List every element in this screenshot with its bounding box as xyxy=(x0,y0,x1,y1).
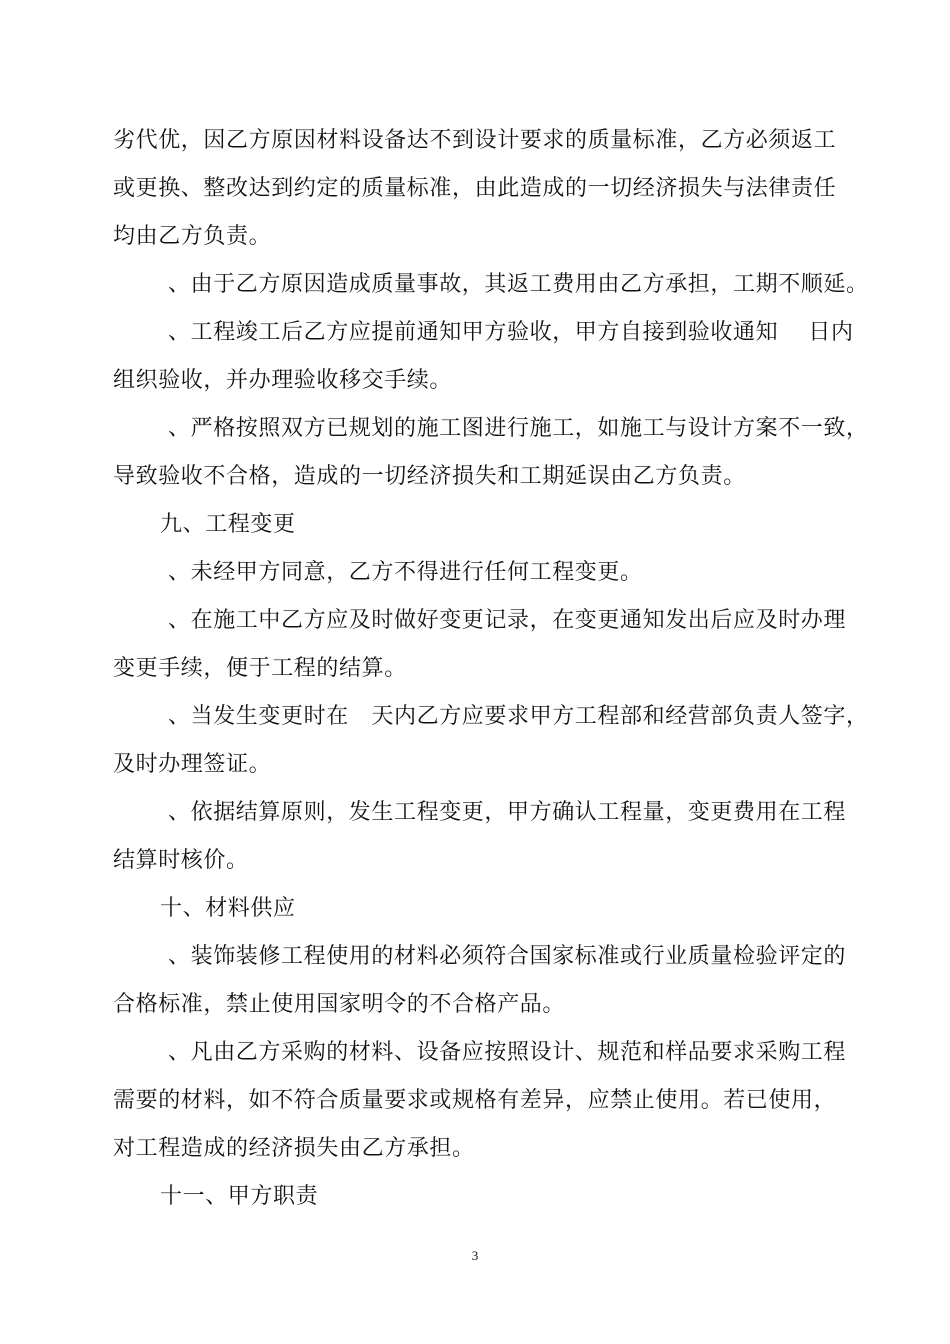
text-line: 结算时核价。 xyxy=(113,848,249,873)
text-line: 、工程竣工后乙方应提前通知甲方验收，甲方自接到验收通知 日内 xyxy=(168,320,854,345)
text-line: 需要的材料，如不符合质量要求或规格有差异，应禁止使用。若已使用， xyxy=(113,1088,837,1113)
text-line: 合格标准，禁止使用国家明令的不合格产品。 xyxy=(113,992,566,1017)
text-line: 、在施工中乙方应及时做好变更记录，在变更通知发出后应及时办理 xyxy=(168,608,847,633)
text-line: 或更换、整改达到约定的质量标准，由此造成的一切经济损失与法律责任 xyxy=(113,176,837,201)
text-line: 组织验收，并办理验收移交手续。 xyxy=(113,368,453,393)
text-line: 、依据结算原则，发生工程变更，甲方确认工程量，变更费用在工程 xyxy=(168,800,847,825)
text-line: 变更手续，便于工程的结算。 xyxy=(113,656,407,681)
text-line: 、装饰装修工程使用的材料必须符合国家标准或行业质量检验评定的 xyxy=(168,944,847,969)
section-heading: 九、工程变更 xyxy=(160,512,296,537)
text-line: 、由于乙方原因造成质量事故，其返工费用由乙方承担，工期不顺延。 xyxy=(168,272,869,297)
text-line: 、凡由乙方采购的材料、设备应按照设计、规范和样品要求采购工程 xyxy=(168,1040,847,1065)
section-heading: 十一、甲方职责 xyxy=(160,1184,319,1209)
page-number: 3 xyxy=(471,1248,479,1263)
section-heading: 十、材料供应 xyxy=(160,896,296,921)
text-line: 、当发生变更时在 天内乙方应要求甲方工程部和经营部负责人签字， xyxy=(168,704,869,729)
text-line: 及时办理签证。 xyxy=(113,752,272,777)
text-line: 、未经甲方同意，乙方不得进行任何工程变更。 xyxy=(168,560,643,585)
text-line: 均由乙方负责。 xyxy=(113,224,272,249)
text-line: 对工程造成的经济损失由乙方承担。 xyxy=(113,1136,475,1161)
text-line: 、严格按照双方已规划的施工图进行施工，如施工与设计方案不一致， xyxy=(168,416,869,441)
text-line: 劣代优，因乙方原因材料设备达不到设计要求的质量标准，乙方必须返工 xyxy=(113,128,837,153)
text-line: 导致验收不合格，造成的一切经济损失和工期延误由乙方负责。 xyxy=(113,464,746,489)
